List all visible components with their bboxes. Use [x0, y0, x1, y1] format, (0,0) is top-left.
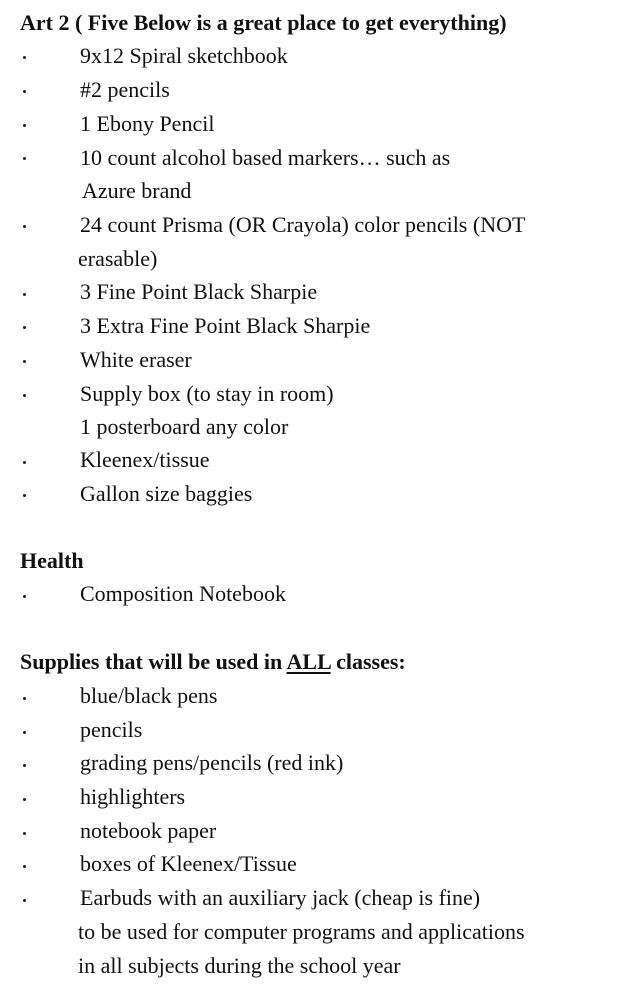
all-item-earbuds-continued-2: in all subjects during the school year — [78, 953, 401, 978]
art2-item-color-pencils-continued: erasable) — [78, 246, 158, 271]
bullet — [23, 865, 26, 868]
art2-item-extra-fine-sharpie: 3 Extra Fine Point Black Sharpie — [80, 313, 371, 338]
all-item-highlighters: highlighters — [80, 784, 186, 809]
bullet — [23, 697, 26, 700]
all-classes-heading — [20, 649, 406, 675]
art2-item-baggies: Gallon size baggies — [80, 481, 253, 506]
all-item-kleenex-boxes: boxes of Kleenex/Tissue — [80, 851, 297, 876]
bullet — [23, 293, 26, 296]
all-item-pencils: pencils — [80, 717, 143, 742]
health-item-composition-notebook: Composition Notebook — [80, 581, 286, 606]
art2-item-posterboard: 1 posterboard any color — [80, 414, 289, 439]
art2-item-fine-sharpie: 3 Fine Point Black Sharpie — [80, 279, 318, 304]
art2-item-color-pencils: 24 count Prisma (OR Crayola) color pencils (NOT — [80, 212, 526, 237]
art2-item-sketchbook: 9x12 Spiral sketchbook — [80, 43, 288, 68]
all-classes-heading-start: Supplies that will be used in — [20, 649, 287, 674]
all-item-pens: blue/black pens — [80, 683, 218, 708]
bullet — [23, 124, 26, 127]
art2-item-pencils: #2 pencils — [80, 77, 170, 102]
art2-item-ebony-pencil: 1 Ebony Pencil — [80, 111, 215, 136]
all-classes-heading-end: classes: — [330, 649, 406, 674]
art2-item-markers: 10 count alcohol based markers… such as — [80, 145, 451, 170]
bullet — [23, 798, 26, 801]
bullet — [23, 157, 26, 160]
bullet — [23, 394, 26, 397]
art2-item-supply-box: Supply box (to stay in room) — [80, 381, 334, 406]
bullet — [23, 731, 26, 734]
all-item-notebook-paper: notebook paper — [80, 818, 217, 843]
all-item-earbuds-continued-1: to be used for computer programs and applications — [78, 919, 525, 944]
bullet — [23, 461, 26, 464]
all-item-earbuds: Earbuds with an auxiliary jack (cheap is fine) — [80, 885, 481, 910]
bullet — [23, 494, 26, 497]
bullet — [23, 832, 26, 835]
all-item-grading-pens: grading pens/pencils (red ink) — [80, 750, 344, 775]
bullet — [23, 56, 26, 59]
art2-item-markers-continued: Azure brand — [82, 178, 192, 203]
all-classes-heading-emphasis: ALL — [286, 649, 331, 674]
bullet — [23, 899, 26, 902]
art2-heading: Art 2 ( Five Below is a great place to get everything) — [20, 10, 507, 35]
bullet — [23, 90, 26, 93]
bullet — [23, 326, 26, 329]
bullet — [23, 225, 26, 228]
bullet — [23, 595, 26, 598]
bullet — [23, 360, 26, 363]
art2-item-eraser: White eraser — [80, 347, 192, 372]
health-heading: Health — [20, 548, 84, 573]
bullet — [23, 764, 26, 767]
art2-item-kleenex: Kleenex/tissue — [80, 447, 210, 472]
